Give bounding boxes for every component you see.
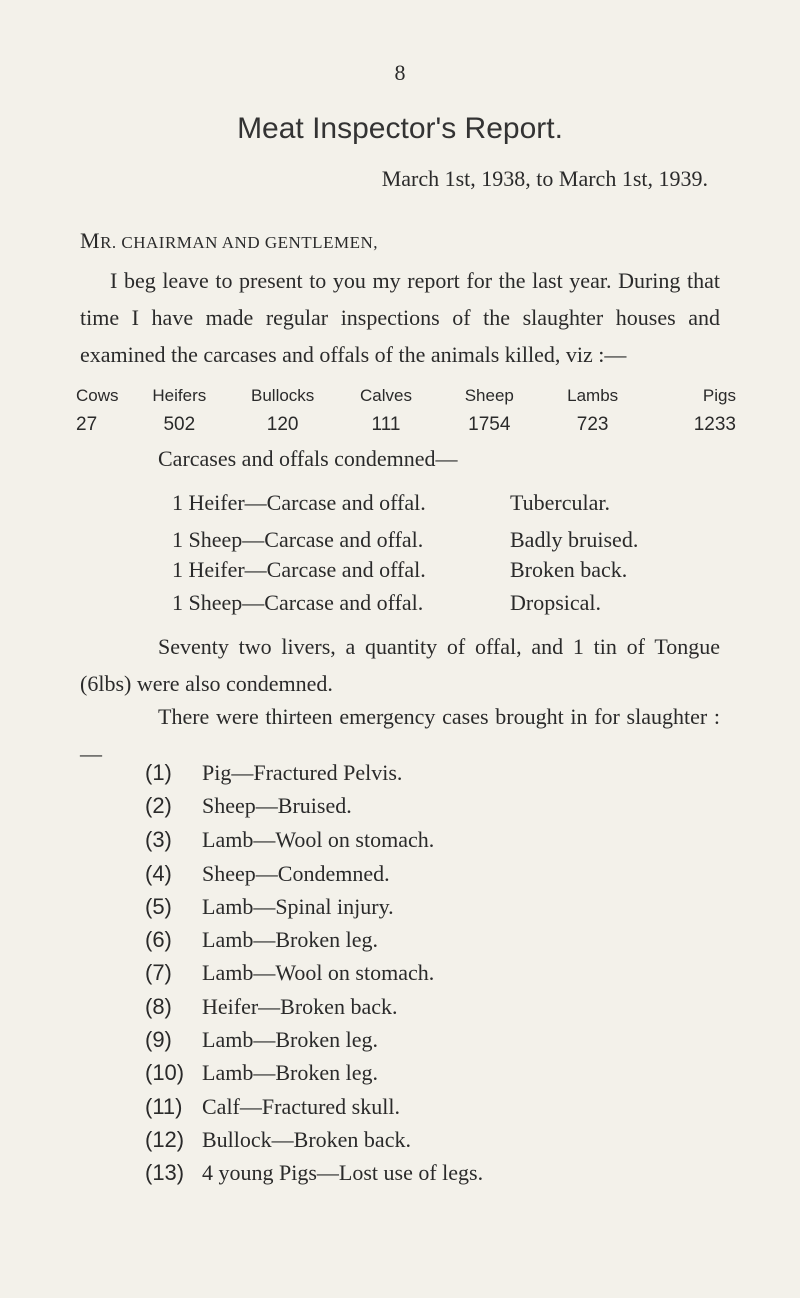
case-number: (9)	[145, 1027, 172, 1052]
case-number: (13)	[145, 1160, 185, 1185]
condemned-item	[172, 490, 732, 516]
animals-header-row	[76, 386, 736, 406]
condemned-reason: Broken back.	[510, 557, 628, 582]
emergency-case	[145, 1160, 483, 1186]
case-number: (3)	[145, 827, 172, 852]
page-title: Meat Inspector's Report.	[237, 112, 563, 145]
count-cell: 1754	[468, 414, 511, 435]
condemned-reason: Dropsical.	[510, 590, 602, 615]
count-cell: 502	[163, 414, 196, 435]
case-number: (8)	[145, 994, 172, 1019]
emergency-case	[145, 827, 434, 853]
emergency-case	[145, 1027, 378, 1053]
condemned-item-text: 1 Heifer—Carcase and offal.	[172, 490, 426, 515]
condemned-item-text: 1 Sheep—Carcase and offal.	[172, 527, 424, 552]
count-cell: 1233	[693, 414, 736, 435]
case-text: 4 young Pigs—Lost use of legs.	[202, 1160, 484, 1185]
emergency-case	[145, 793, 352, 819]
col-header: Sheep	[464, 386, 514, 405]
condemned-item-text: 1 Heifer—Carcase and offal.	[172, 557, 426, 582]
intro-paragraph: I beg leave to present to you my report for the last year. During that time I have made regular inspections of the slaughter houses and examined the carcases and offals of the animals killed, viz :—	[80, 268, 720, 367]
case-text: Lamb—Broken leg.	[202, 1027, 378, 1052]
salutation	[80, 228, 378, 254]
animals-count-row	[76, 414, 736, 436]
col-header: Lambs	[567, 386, 619, 405]
case-number: (7)	[145, 960, 172, 985]
case-text: Calf—Fractured skull.	[202, 1094, 400, 1119]
col-header: Pigs	[702, 386, 736, 405]
case-number: (12)	[145, 1127, 185, 1152]
case-number: (5)	[145, 894, 172, 919]
livers-paragraph: Seventy two livers, a quantity of offal, and 1 tin of Tongue (6lbs) were also condemned.	[80, 634, 720, 696]
col-header: Cows	[76, 386, 119, 405]
emergency-paragraph: There were thirteen emergency cases brought in for slaughter :—	[80, 704, 720, 766]
count-cell: 27	[76, 414, 98, 435]
condemned-item	[172, 527, 732, 553]
condemned-item	[172, 557, 732, 583]
case-text: Sheep—Bruised.	[202, 793, 352, 818]
salutation-prefix: M	[80, 228, 101, 253]
emergency-case	[145, 861, 390, 887]
emergency-case	[145, 960, 434, 986]
case-number: (11)	[145, 1094, 183, 1119]
emergency-case	[145, 760, 402, 786]
count-cell: 120	[266, 414, 299, 435]
condemned-reason: Tubercular.	[510, 490, 611, 515]
case-text: Lamb—Broken leg.	[202, 1060, 378, 1085]
col-header: Bullocks	[251, 386, 315, 405]
emergency-case	[145, 1060, 378, 1086]
case-number: (4)	[145, 861, 172, 886]
report-period: March 1st, 1938, to March 1st, 1939.	[381, 166, 708, 191]
case-text: Bullock—Broken back.	[202, 1127, 411, 1152]
emergency-case	[145, 927, 378, 953]
case-text: Pig—Fractured Pelvis.	[202, 760, 403, 785]
case-number: (6)	[145, 927, 172, 952]
condemned-item-text: 1 Sheep—Carcase and offal.	[172, 590, 424, 615]
emergency-case	[145, 1094, 400, 1120]
case-text: Heifer—Broken back.	[202, 994, 398, 1019]
condemned-heading: Carcases and offals condemned—	[158, 446, 458, 471]
case-text: Lamb—Wool on stomach.	[202, 960, 435, 985]
condemned-reason: Badly bruised.	[510, 527, 639, 552]
col-header: Heifers	[152, 386, 207, 405]
case-text: Lamb—Wool on stomach.	[202, 827, 435, 852]
case-text: Lamb—Broken leg.	[202, 927, 378, 952]
case-number: (10)	[145, 1060, 185, 1085]
animals-killed-table	[76, 386, 736, 436]
col-header: Calves	[360, 386, 412, 405]
condemned-item	[172, 590, 732, 616]
case-number: (1)	[145, 760, 172, 785]
case-number: (2)	[145, 793, 172, 818]
case-text: Lamb—Spinal injury.	[202, 894, 394, 919]
page-number: 8	[394, 60, 406, 85]
count-cell: 111	[371, 414, 401, 435]
case-text: Sheep—Condemned.	[202, 861, 390, 886]
emergency-case	[145, 994, 397, 1020]
emergency-case	[145, 894, 394, 920]
salutation-rest: R. CHAIRMAN AND GENTLEMEN,	[100, 233, 378, 252]
emergency-case	[145, 1127, 411, 1153]
count-cell: 723	[576, 414, 609, 435]
